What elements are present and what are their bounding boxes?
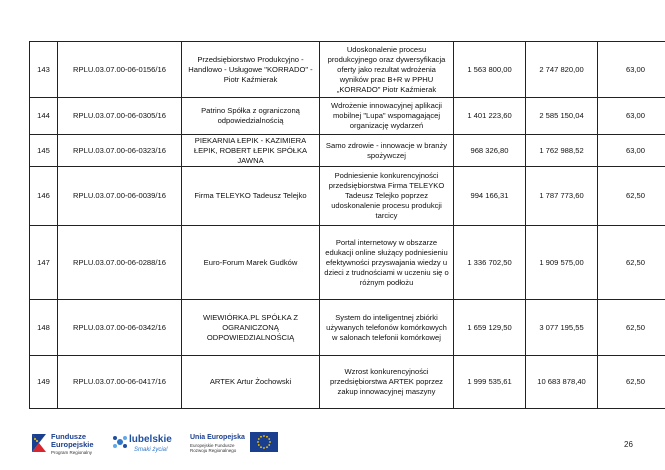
table-row: [30, 42, 665, 98]
points-score: 62,50: [598, 167, 665, 226]
row-number: 143: [30, 42, 58, 98]
fundusze-europejskie-logo: [30, 432, 100, 458]
fe-title: Fundusze Europejskie: [51, 432, 94, 449]
lubelskie-logo: [112, 432, 174, 460]
ue-subtitle: Europejskie Fundusze Rozwoju Regionalnego: [190, 443, 237, 453]
table-row: [30, 135, 665, 167]
project-value: 2 747 820,00: [526, 42, 598, 98]
eu-flag-icon: [250, 432, 278, 452]
application-id: RPLU.03.07.00-06-0156/16: [58, 42, 182, 98]
project-title: Wzrost konkurencyjności przedsiębiorstwa ARTEK poprzez zakup innowacyjnej maszyny: [320, 356, 454, 409]
table-row: [30, 356, 665, 409]
project-value: 3 077 195,55: [526, 300, 598, 356]
project-title: Portal internetowy w obszarze edukacji online służący podniesieniu efektywności przyswajania wiedzy u dzieci z trudnościami w uczeniu się o różnym podłożu: [320, 226, 454, 300]
lubelskie-slogan: Smaki życia!: [134, 447, 168, 453]
project-value: 1 787 773,60: [526, 167, 598, 226]
project-value: 1 909 575,00: [526, 226, 598, 300]
table-body: [30, 42, 665, 409]
applicant-name: PIEKARNIA ŁEPIK - KAZIMIERA ŁEPIK, ROBERT ŁEPIK SPÓŁKA JAWNA: [182, 135, 320, 167]
points-score: 62,50: [598, 226, 665, 300]
eligible-cost: 1 999 535,61: [454, 356, 526, 409]
page-number: 26: [624, 440, 633, 449]
points-score: 63,00: [598, 98, 665, 135]
project-title: Wdrożenie innowacyjnej aplikacji mobilnej "Lupa" wspomagającej organizację wydarzeń: [320, 98, 454, 135]
applicant-name: Przedsiębiorstwo Produkcyjno - Handlowo - Usługowe "KORRADO" - Piotr Kaźmierak: [182, 42, 320, 98]
ue-title: Unia Europejska: [190, 434, 245, 441]
row-number: 147: [30, 226, 58, 300]
table-row: [30, 300, 665, 356]
application-id: RPLU.03.07.00-06-0342/16: [58, 300, 182, 356]
table-row: [30, 98, 665, 135]
row-number: 149: [30, 356, 58, 409]
table-row: [30, 167, 665, 226]
points-score: 62,50: [598, 300, 665, 356]
points-score: 63,00: [598, 42, 665, 98]
eligible-cost: 1 563 800,00: [454, 42, 526, 98]
row-number: 148: [30, 300, 58, 356]
application-id: RPLU.03.07.00-06-0288/16: [58, 226, 182, 300]
points-score: 63,00: [598, 135, 665, 167]
eligible-cost: 994 166,31: [454, 167, 526, 226]
fe-subtitle: Program Regionalny: [51, 450, 93, 455]
applicant-name: WIEWIÓRKA.PL SPÓŁKA Z OGRANICZONĄ ODPOWIEDZIALNOŚCIĄ: [182, 300, 320, 356]
footer: [0, 424, 665, 470]
eligible-cost: 1 659 129,50: [454, 300, 526, 356]
row-number: 144: [30, 98, 58, 135]
eligible-cost: 1 336 702,50: [454, 226, 526, 300]
row-number: 145: [30, 135, 58, 167]
lubelskie-title: lubelskie: [129, 434, 172, 445]
application-id: RPLU.03.07.00-06-0039/16: [58, 167, 182, 226]
applicant-name: ARTEK Artur Żochowski: [182, 356, 320, 409]
project-value: 10 683 878,40: [526, 356, 598, 409]
eligible-cost: 1 401 223,60: [454, 98, 526, 135]
project-value: 2 585 150,04: [526, 98, 598, 135]
row-number: 146: [30, 167, 58, 226]
application-id: RPLU.03.07.00-06-0417/16: [58, 356, 182, 409]
application-id: RPLU.03.07.00-06-0323/16: [58, 135, 182, 167]
applicant-name: Firma TELEYKO Tadeusz Telejko: [182, 167, 320, 226]
unia-europejska-logo: [190, 432, 280, 458]
fe-flag-icon: [30, 432, 48, 454]
projects-table: [29, 41, 665, 409]
table-row: [30, 226, 665, 300]
application-id: RPLU.03.07.00-06-0305/16: [58, 98, 182, 135]
project-title: System do inteligentnej zbiórki używanych telefonów komórkowych w salonach telefonii komórkowej: [320, 300, 454, 356]
applicant-name: Patrino Spółka z ograniczoną odpowiedzialnością: [182, 98, 320, 135]
project-title: Udoskonalenie procesu produkcyjnego oraz dywersyfikacja oferty jako rezultat wdrożenia wyników prac B+R w PPHU „KORRADO" Piotr Kaźmierak: [320, 42, 454, 98]
lubelskie-mark-icon: [112, 434, 128, 450]
project-value: 1 762 988,52: [526, 135, 598, 167]
project-title: Samo zdrowie - innowacje w branży spożywczej: [320, 135, 454, 167]
points-score: 62,50: [598, 356, 665, 409]
applicant-name: Euro-Forum Marek Gudków: [182, 226, 320, 300]
eligible-cost: 968 326,80: [454, 135, 526, 167]
project-title: Podniesienie konkurencyjności przedsiębiorstwa Firma TELEYKO Tadeusz Telejko poprzez udoskonalenie procesu produkcji tarcicy: [320, 167, 454, 226]
